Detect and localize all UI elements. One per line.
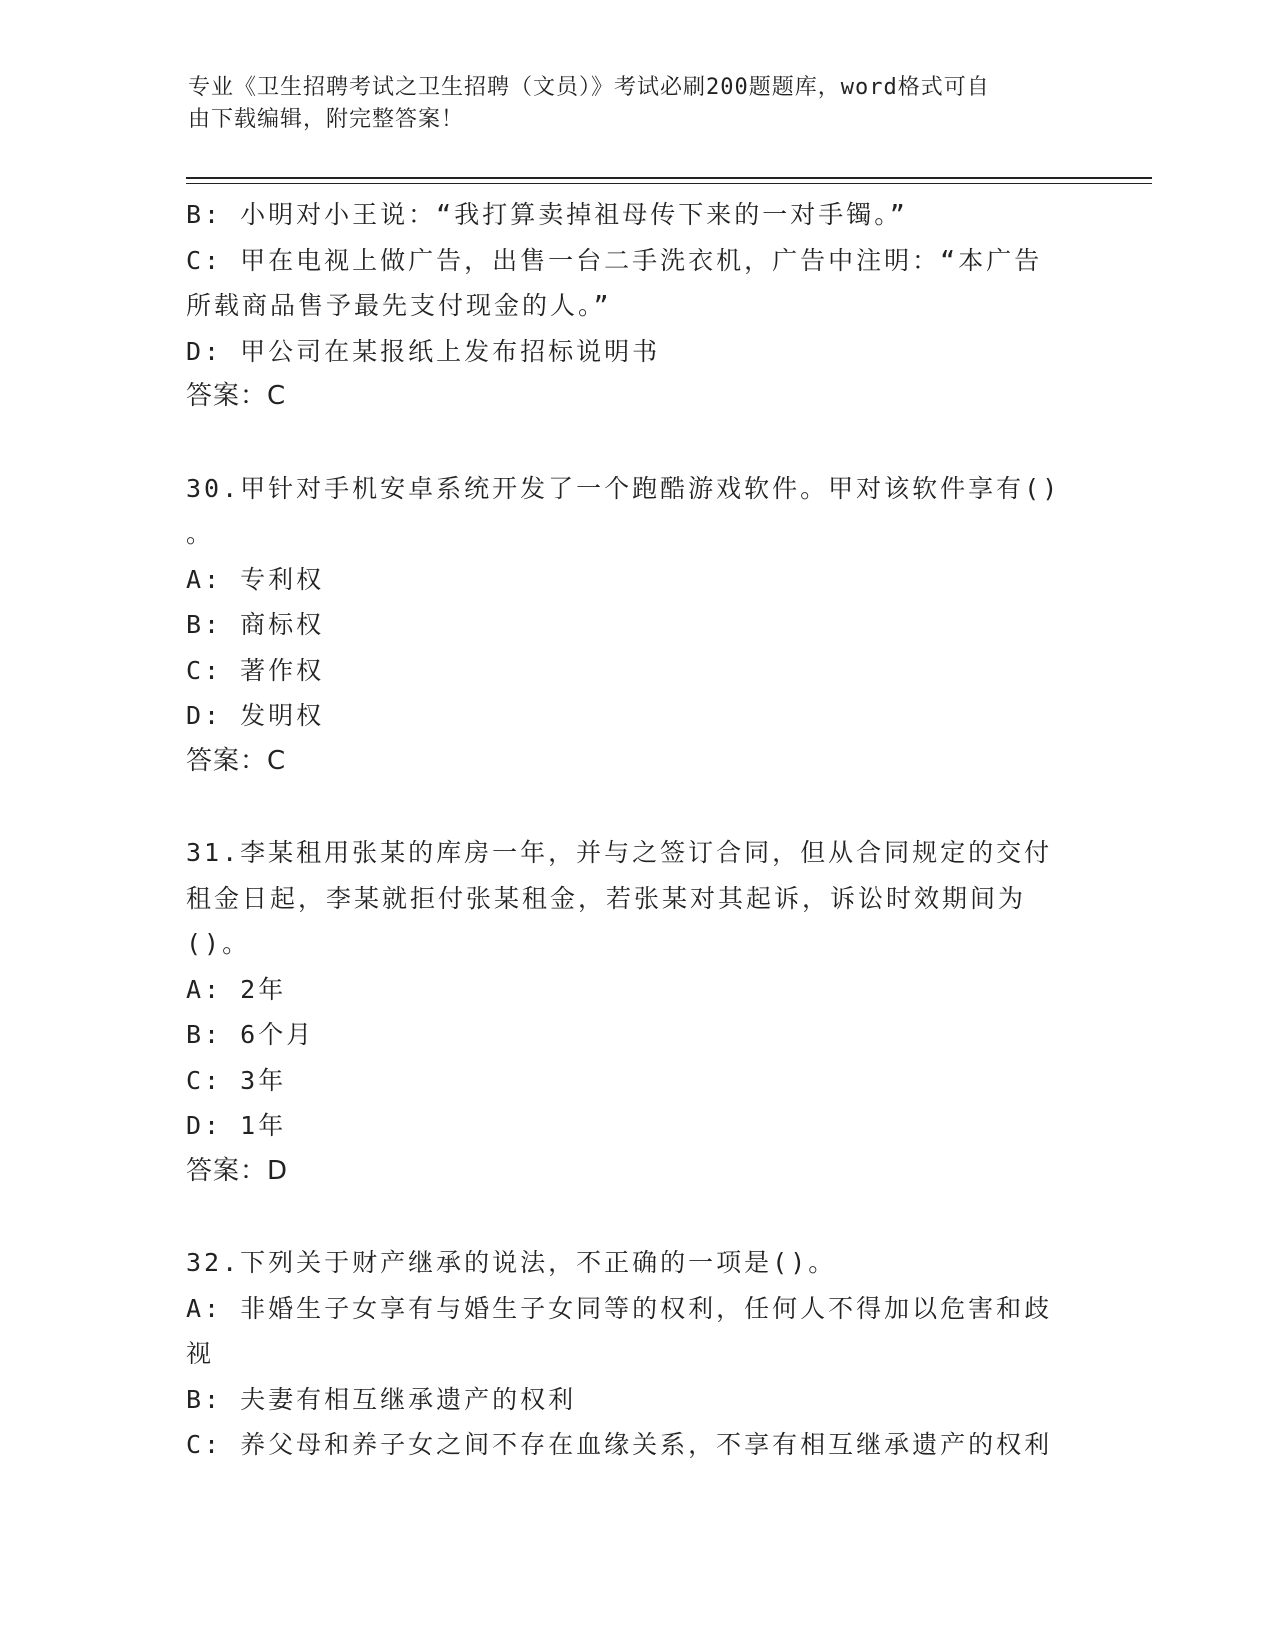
header-rule-thin <box>186 183 1152 184</box>
document-header <box>188 72 1068 136</box>
question-spacer <box>186 1194 1076 1240</box>
option-d: D: 发明权 <box>186 701 325 730</box>
option-c: C: 甲在电视上做广告，出售一台二手洗衣机，广告中注明：“本广告 <box>186 245 1043 275</box>
header-line: 由下载编辑，附完整答案！ <box>188 107 465 132</box>
question-31 <box>186 830 1076 1194</box>
option-a: A: 2年 <box>186 974 287 1004</box>
answer-label: 答案：C <box>186 745 287 776</box>
option-c: C: 养父母和养子女之间不存在血缘关系，不享有相互继承遗产的权利 <box>186 1430 1053 1459</box>
question-stem: 32.下列关于财产继承的说法，不正确的一项是()。 <box>186 1248 837 1277</box>
question-30 <box>186 466 1076 785</box>
option-d: D: 1年 <box>186 1111 287 1140</box>
header-line: 专业《卫生招聘考试之卫生招聘（文员）》考试必刷200题题库，word格式可自 <box>188 75 990 100</box>
option-b: B: 6个月 <box>186 1020 315 1049</box>
header-rule-thick <box>186 177 1152 179</box>
question-content <box>186 192 1076 1468</box>
option-a: A: 专利权 <box>186 564 325 594</box>
option-b: B: 小明对小王说：“我打算卖掉祖母传下来的一对手镯。” <box>186 200 908 229</box>
question-stem: 31.李某租用张某的库房一年，并与之签订合同，但从合同规定的交付 <box>186 838 1053 867</box>
question-stem-continued: 。 <box>186 519 215 548</box>
question-29-continued <box>186 192 1076 420</box>
question-stem-continued: ()。 <box>186 929 251 958</box>
option-c: C: 3年 <box>186 1065 287 1095</box>
option-c: C: 著作权 <box>186 655 325 685</box>
question-32 <box>186 1240 1076 1468</box>
answer-label: 答案：C <box>186 381 287 411</box>
question-stem-continued: 租金日起，李某就拒付张某租金，若张某对其起诉，诉讼时效期间为 <box>186 883 1027 913</box>
option-b: B: 夫妻有相互继承遗产的权利 <box>186 1384 577 1414</box>
question-stem: 30.甲针对手机安卓系统开发了一个跑酷游戏软件。甲对该软件享有() <box>186 473 1061 503</box>
option-b: B: 商标权 <box>186 610 325 639</box>
question-spacer <box>186 784 1076 830</box>
option-a: A: 非婚生子女享有与婚生子女同等的权利，任何人不得加以危害和歧 <box>186 1293 1053 1323</box>
question-spacer <box>186 420 1076 466</box>
option-a-continued: 视 <box>186 1339 215 1368</box>
answer-label: 答案：D <box>186 1155 289 1186</box>
option-c-continued: 所载商品售予最先支付现金的人。” <box>186 291 612 320</box>
option-d: D: 甲公司在某报纸上发布招标说明书 <box>186 336 661 366</box>
